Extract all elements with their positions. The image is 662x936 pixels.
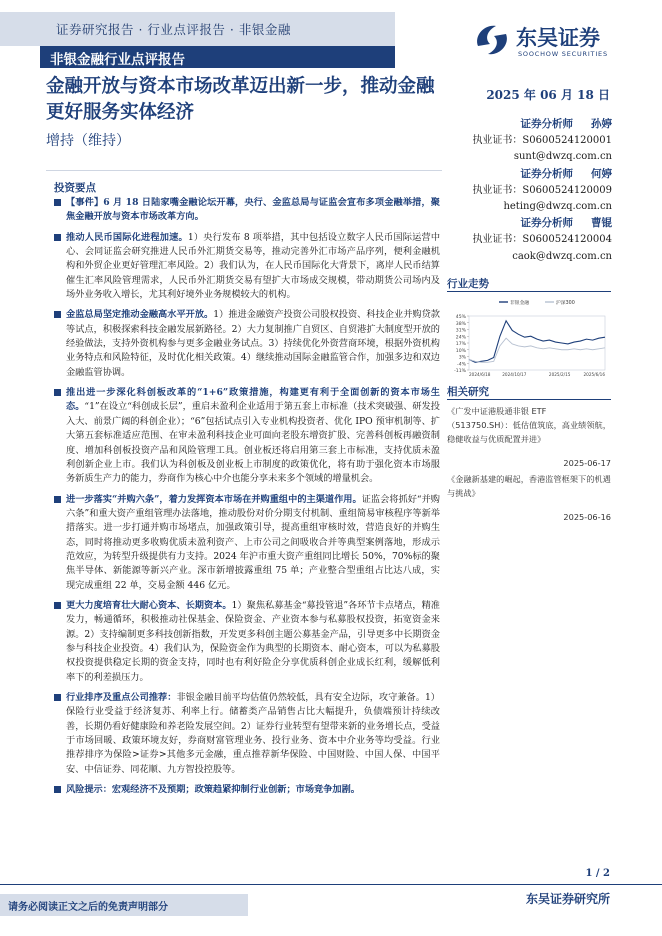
paragraph-lead: 风险提示：宏观经济不及预期；政策趋紧抑制行业创新；市场竞争加剧。: [66, 784, 360, 796]
paragraph-lead: 行业排序及重点公司推荐：: [66, 692, 177, 703]
paragraph-text: 1）推进金融资产投资公司股权投资、科技企业并购贷款等试点，积极探索科技金融发展新路径。2）大力复制推广自贸区、自贸港扩大制度型开放的经验做法，支持外资机构参与更多金融业务试点。3）持续优化外资营商环境，根据外资机构业务特点和风险特征，及时优化相关政策。4）继续推动国际金融监管合作，加强多边和双边金融监管协调。: [66, 309, 440, 378]
footer-rule: [0, 884, 662, 885]
analyst-title: 证券分析师: [520, 217, 573, 230]
summary-paragraph: [54, 599, 440, 685]
trend-heading: 行业走势: [447, 278, 489, 290]
logo-name-cn: 东吴证券: [516, 26, 600, 50]
bullet-square-icon: [54, 694, 61, 701]
y-tick-label: 45%: [455, 315, 466, 320]
related-item-date: 2025-06-17: [563, 458, 611, 468]
report-date: 2025 年 06 月 18 日: [486, 88, 610, 102]
bullet-square-icon: [54, 496, 61, 503]
analyst-cert: 执业证书：S0600524120001: [472, 135, 612, 147]
trend-rule: [447, 291, 611, 292]
series-line-1: [469, 338, 605, 362]
title-divider: [46, 170, 442, 171]
related-rule: [447, 399, 611, 400]
y-tick-label: 17%: [455, 342, 466, 347]
institute-name: 东吴证券研究所: [525, 892, 610, 906]
bullet-square-icon: [54, 234, 61, 241]
page-title: 金融开放与资本市场改革迈出新一步，推动金融更好服务实体经济: [46, 76, 435, 123]
x-tick-label: 2025/6/16: [583, 372, 605, 377]
analyst-entry: [462, 215, 612, 265]
analyst-email[interactable]: sunt@dwzq.com.cn: [513, 151, 612, 163]
series-line-0: [469, 321, 605, 362]
summary-paragraph: [54, 783, 440, 797]
summary-paragraph: [54, 308, 440, 380]
bullet-square-icon: [54, 602, 61, 609]
analyst-list: [462, 116, 612, 265]
analyst-name: 何婷: [591, 167, 612, 180]
bullet-square-icon: [54, 389, 61, 396]
disclaimer: 请务必阅读正文之后的免责声明部分: [8, 902, 168, 913]
summary-heading: 投资要点: [54, 182, 96, 194]
analyst-title: 证券分析师: [520, 167, 573, 180]
logo-name-en: SOOCHOW SECURITIES: [518, 50, 608, 58]
report-type: 非银金融行业点评报告: [50, 52, 185, 68]
company-logo: [472, 16, 622, 68]
paragraph-lead: 推动人民币国际化进程加速。: [66, 231, 188, 243]
page-number: 1 / 2: [585, 868, 610, 879]
bullet-square-icon: [54, 786, 61, 793]
x-tick-label: 2025/2/15: [548, 372, 571, 377]
bullet-square-icon: [54, 199, 61, 206]
legend-label: 非银金融: [510, 301, 530, 306]
paragraph-lead: 进一步落实“并购六条”，着力发挥资本市场在并购重组中的主渠道作用。: [66, 493, 362, 505]
analyst-name: 孙婷: [591, 118, 612, 130]
summary-body: [54, 196, 440, 803]
paragraph-text: 1）聚焦私募基金“募投管退”各环节卡点堵点，精准发力，畅通循环，积极推动社保基金、保险资金、产业资本参与私募股权投资，拓宽资金来源。2）支持编制更多科技创新指数，开发更多科创主题公募基金产品，引导更多中长期资金参与科技企业投资。4）我们认为，保险资金作为典型的长期资本、耐心资本，可以为私募股权投资提供稳定长期的资金支持，同时也有利好险企分享优质科创企业成长红利，缓解低利率下的利差损压力。: [66, 599, 440, 683]
analyst-name: 曹锟: [591, 217, 612, 230]
summary-paragraph: [54, 231, 440, 303]
analyst-email[interactable]: heting@dwzq.com.cn: [503, 201, 612, 213]
y-tick-label: 24%: [455, 335, 466, 341]
related-heading: 相关研究: [447, 386, 489, 398]
paragraph-text: 非银金融目前平均估值仍然较低，具有安全边际，攻守兼备。1）保险行业受益于经济复苏、利率上行。储蓄类产品销售占比大幅提升，负债端预计持续改善，长期仍看好健康险和养老险发展空间。2）证券行业转型有望带来新的业务增长点，受益于市场回暖、政策环境友好，券商财富管理业务、投行业务、资本中介业务等均受益。行业推荐排序为保险>证券>其他多元金融，重点推荐新华保险、中国财险、中国人保、中国平安、中信证券、同花顺、九方智投控股等。: [66, 692, 440, 775]
y-tick-label: 38%: [455, 321, 466, 327]
analyst-cert: 执业证书：S0600524120004: [472, 234, 612, 246]
paragraph-lead: 推出进一步深化科创板改革的“1+6”政策措施，构建更有利于全面创新的资本市场生态。: [66, 387, 440, 413]
summary-paragraph: [54, 196, 440, 225]
legend-label: 沪深300: [556, 301, 575, 306]
related-item-title[interactable]: 《金融新基建的崛起，香港监管框架下的机遇与挑战》: [447, 474, 611, 498]
analyst-entry: [462, 166, 612, 216]
paragraph-text: 证监会将抓好“并购六条”和重大资产重组管理办法落地，推动股份对价分期支付机制、重组简易审核程序等新举措落实。进一步打通并购市场堵点，加强政策引导，提高重组审核时效，营造良好的并购生态，同时将推动更多收购优质未盈利资产、上市公司之间吸收合并等典型案例落地，形成示范效应，为转型升级提供有力支持。2024 年沪市重大资产重组同比增长 50%，70%标的聚焦半导体、新能源等新兴产业。深市新增披露重组 75 单；产业整合型重组占比达八成，实现完成重组 22 单，交易金额 446 亿元。: [66, 493, 440, 591]
y-tick-label: -4%: [457, 362, 466, 368]
summary-paragraph: [54, 691, 440, 777]
rating: 增持（维持）: [46, 133, 130, 149]
breadcrumb: 证券研究报告 · 行业点评报告 · 非银金融: [56, 22, 291, 37]
analyst-cert: 执业证书：S0600524120009: [472, 184, 612, 196]
summary-paragraph: [54, 493, 440, 593]
paragraph-lead: 更大力度培育壮大耐心资本、长期资本。: [66, 599, 232, 611]
paragraph-lead: 【事件】6 月 18 日陆家嘴金融论坛开幕，央行、金监总局与证监会宣布多项金融举措，聚焦金融开放与资本市场改革方向。: [66, 197, 440, 223]
x-tick-label: 2024/10/17: [502, 372, 527, 377]
paragraph-text: “1”在设立“科创成长层”，重启未盈利企业适用于第五套上市标准（技术突破强、研发投入大、前景广阔的科创企业）；“6”包括试点引入专业机构投资者、优化 IPO 预审机制等、扩大第五套标准适应范围、在审未盈利科技企业可面向老股东增资扩股、完善科创板再融资制度、增加科创板投资产品和风险管理工具。创业板还将启用第三套上市标准，支持优质未盈利创新企业上市。我们认为科创板及创业板上市制度的政策优化，将有助于强化资本市场服务新质生产力的能力，券商作为核心中介也能分享未来多个领域的增量机会。: [66, 401, 440, 485]
logo-mark-icon: [472, 20, 512, 60]
related-item-date: 2025-06-16: [563, 512, 611, 522]
y-tick-label: -11%: [454, 369, 466, 374]
y-tick-label: 10%: [455, 348, 466, 354]
y-tick-label: 31%: [455, 328, 466, 334]
y-tick-label: 3%: [458, 355, 466, 361]
related-item-title[interactable]: 《广发中证港股通非银 ETF（513750.SH）：低估值筑底，高业绩领航，稳健收益与优质配置并进》: [447, 406, 611, 444]
industry-trend-chart: [447, 294, 611, 384]
bullet-square-icon: [54, 311, 61, 318]
x-tick-label: 2024/6/18: [469, 372, 491, 377]
summary-paragraph: [54, 386, 440, 486]
analyst-email[interactable]: caok@dwzq.com.cn: [512, 250, 612, 262]
analyst-title: 证券分析师: [520, 118, 573, 130]
paragraph-lead: 金监总局坚定推动金融高水平开放。: [66, 309, 214, 321]
paragraph-text: 1）央行发布 8 项举措，其中包括设立数字人民币国际运营中心、会同证监会研究推进人民币外汇期货交易等，推动完善外汇市场产品序列，便利金融机构和外贸企业更好管理汇率风险。2）我们认为，在人民币国际化大背景下，离岸人民币结算催生汇率风险管理需求，人民币外汇期货交易有望扩大市场成交规模，带动期货公司场内及场外业务收入增长，尤其利好境外业务规模较大的机构。: [66, 231, 441, 301]
analyst-entry: [462, 116, 612, 166]
